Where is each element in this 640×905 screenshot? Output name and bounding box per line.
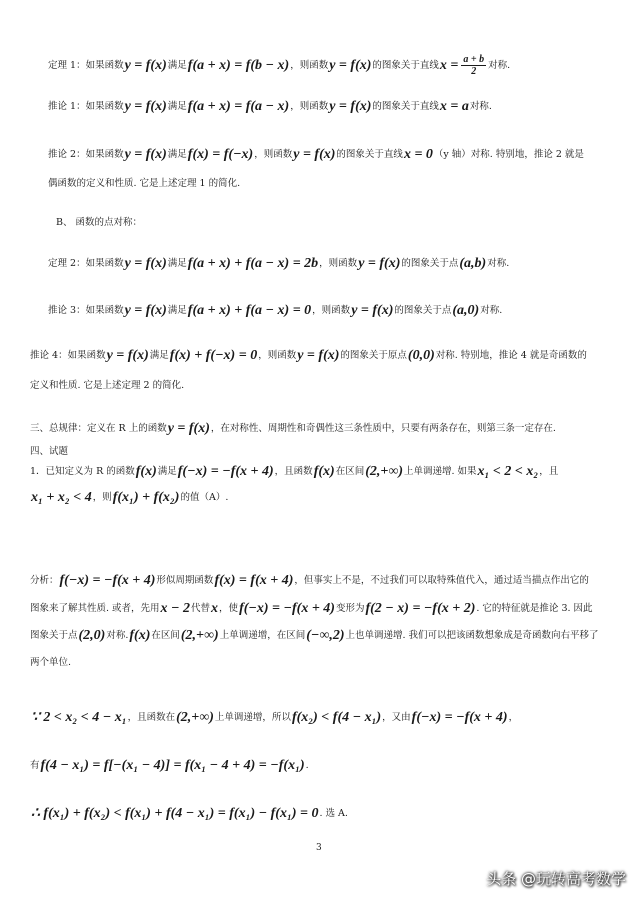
- math: (a,b): [459, 256, 487, 271]
- corollary-4-continued: 定义和性质. 它是上述定理 2 的简化.: [30, 380, 185, 391]
- analysis-line-2: 图象来了解其性质. 或者，先用x − 2代替x，使f(−x) = −f(x + 4)变形为f(2 − x) = −f(x + 2). 它的特征就是推论 3. 因此: [30, 601, 593, 616]
- watermark: 头条 @玩转高考数学: [486, 870, 626, 888]
- section-b-heading: B、 函数的点对称：: [56, 217, 143, 228]
- math: y = f(x): [293, 147, 336, 162]
- math: x − 2: [160, 601, 191, 616]
- analysis-line-1: 分析：f(−x) = −f(x + 4)形似周期函数f(x) = f(x + 4)，但事实上不是，不过我们可以取特殊值代入，通过适当描点作出它的: [30, 573, 589, 588]
- math: y = f(x): [167, 421, 210, 436]
- math: f(x₂) < f(4 − x₁): [291, 710, 382, 725]
- corollary-3: 推论 3：如果函数y = f(x)满足f(a + x) + f(a − x) = 0，则函数y = f(x)的图象关于点(a,0)对称.: [48, 303, 503, 318]
- corollary-2-continued: 偶函数的定义和性质. 它是上述定理 1 的简化.: [48, 178, 241, 189]
- corollary-2: 推论 2：如果函数y = f(x)满足f(x) = f(−x)，则函数y = f(x)的图象关于直线x = 0（y 轴）对称. 特别地，推论 2 就是: [48, 147, 584, 162]
- solution-step-2: 有f(4 − x₁) = f[−(x₁ − 4)] = f(x₁ − 4 + 4) = −f(x₁).: [30, 758, 309, 773]
- math: f(x) = f(x + 4): [214, 573, 294, 588]
- math: y = f(x): [329, 99, 372, 114]
- problem-1: 1．已知定义为 R 的函数f(x)满足f(−x) = −f(x + 4)，且函数f(x)在区间(2,+∞)上单调递增. 如果x₁ < 2 < x₂，且: [30, 464, 559, 479]
- math: f(−x) = −f(x + 4): [177, 464, 274, 479]
- math: y = f(x): [124, 303, 167, 318]
- math: y = f(x): [124, 99, 167, 114]
- math: f(a + x) = f(a − x): [187, 99, 290, 114]
- math: (2,+∞): [176, 710, 214, 725]
- math: (−∞,2): [306, 628, 345, 643]
- corollary-4: 推论 4：如果函数y = f(x)满足f(x) + f(−x) = 0，则函数y = f(x)的图象关于原点(0,0)对称. 特别地，推论 4 就是奇函数的: [30, 348, 587, 363]
- math: (0,0): [407, 348, 435, 363]
- math: x: [211, 601, 219, 616]
- math: y = f(x): [124, 256, 167, 271]
- page-number: 3: [316, 843, 322, 853]
- solution-step-1: ∵ 2 < x₂ < 4 − x₁，且函数在(2,+∞)上单调递增，所以f(x₂) < f(4 − x₁)，又由f(−x) = −f(x + 4)，: [31, 710, 519, 725]
- theorem-1: 定理 1：如果函数y = f(x)满足f(a + x) = f(b − x)，则函数y = f(x)的图象关于直线x = $\frac{a + b}{2}$ 对称.: [48, 54, 511, 77]
- math: y = f(x): [124, 58, 167, 73]
- math: (a,0): [452, 303, 480, 318]
- math: y = f(x): [329, 58, 372, 73]
- math: ∵ 2 < x₂ < 4 − x₁: [31, 710, 127, 725]
- math: (2,0): [78, 628, 106, 643]
- math: f(x) + f(−x) = 0: [169, 348, 258, 363]
- section-4-heading: 四、试题: [30, 446, 69, 457]
- math: f(−x) = −f(x + 4): [59, 573, 156, 588]
- math: f(4 − x₁) = f[−(x₁ − 4)] = f(x₁ − 4 + 4) = −f(x₁): [40, 758, 305, 773]
- math: ∴ f(x₁) + f(x₂) < f(x₁) + f(4 − x₁) = f(x₁) − f(x₁) = 0: [31, 806, 319, 821]
- math: f(x): [135, 464, 157, 479]
- fraction: $\frac{a + b}{2}$: [463, 54, 485, 77]
- math: x = 0: [403, 147, 433, 162]
- problem-1-continued: x₁ + x₂ < 4，则f(x₁) + f(x₂)的值（A）.: [31, 490, 229, 505]
- math: y = f(x): [351, 303, 394, 318]
- answer-options: [50, 531, 316, 549]
- analysis-line-3: 图象关于点(2,0)对称.f(x)在区间(2,+∞)上单调递增，在区间(−∞,2)上也单调递增. 我们可以把该函数想象成是奇函数向右平移了: [30, 628, 599, 643]
- math: f(a + x) + f(a − x) = 0: [187, 303, 312, 318]
- math: x = a: [439, 99, 469, 114]
- math: y = f(x): [106, 348, 149, 363]
- math: f(x): [129, 628, 151, 643]
- math: y = f(x): [124, 147, 167, 162]
- math: f(2 − x) = −f(x + 2): [365, 601, 476, 616]
- solution-step-3: ∴ f(x₁) + f(x₂) < f(x₁) + f(4 − x₁) = f(x₁) − f(x₁) = 0. 选 A.: [31, 806, 348, 821]
- math: f(−x) = −f(x + 4): [239, 601, 335, 616]
- analysis-line-4: 两个单位.: [30, 657, 72, 668]
- math: f(a + x) = f(b − x): [187, 58, 290, 73]
- math: f(x): [313, 464, 335, 479]
- math: (2,+∞): [180, 628, 219, 643]
- math: f(x) = f(−x): [187, 147, 254, 162]
- math: f(x₁) + f(x₂): [112, 490, 180, 505]
- corollary-1: 推论 1：如果函数y = f(x)满足f(a + x) = f(a − x)，则函数y = f(x)的图象关于直线x = a对称.: [48, 99, 492, 114]
- math: y = f(x): [358, 256, 401, 271]
- math: (2,+∞): [365, 464, 403, 479]
- theorem-2: 定理 2：如果函数y = f(x)满足f(a + x) + f(a − x) = 2b，则函数y = f(x)的图象关于点(a,b)对称.: [48, 256, 510, 271]
- math: f(−x) = −f(x + 4): [411, 710, 508, 725]
- math: x₁ < 2 < x₂: [477, 464, 539, 479]
- math: x =: [439, 58, 459, 73]
- math: f(a + x) + f(a − x) = 2b: [187, 256, 319, 271]
- math: x₁ + x₂ < 4: [31, 490, 92, 505]
- math: y = f(x): [297, 348, 340, 363]
- general-rule: 三、总规律：定义在 R 上的函数y = f(x)，在对称性、周期性和奇偶性这三条性质中，只要有两条存在，则第三条一定存在.: [30, 421, 556, 436]
